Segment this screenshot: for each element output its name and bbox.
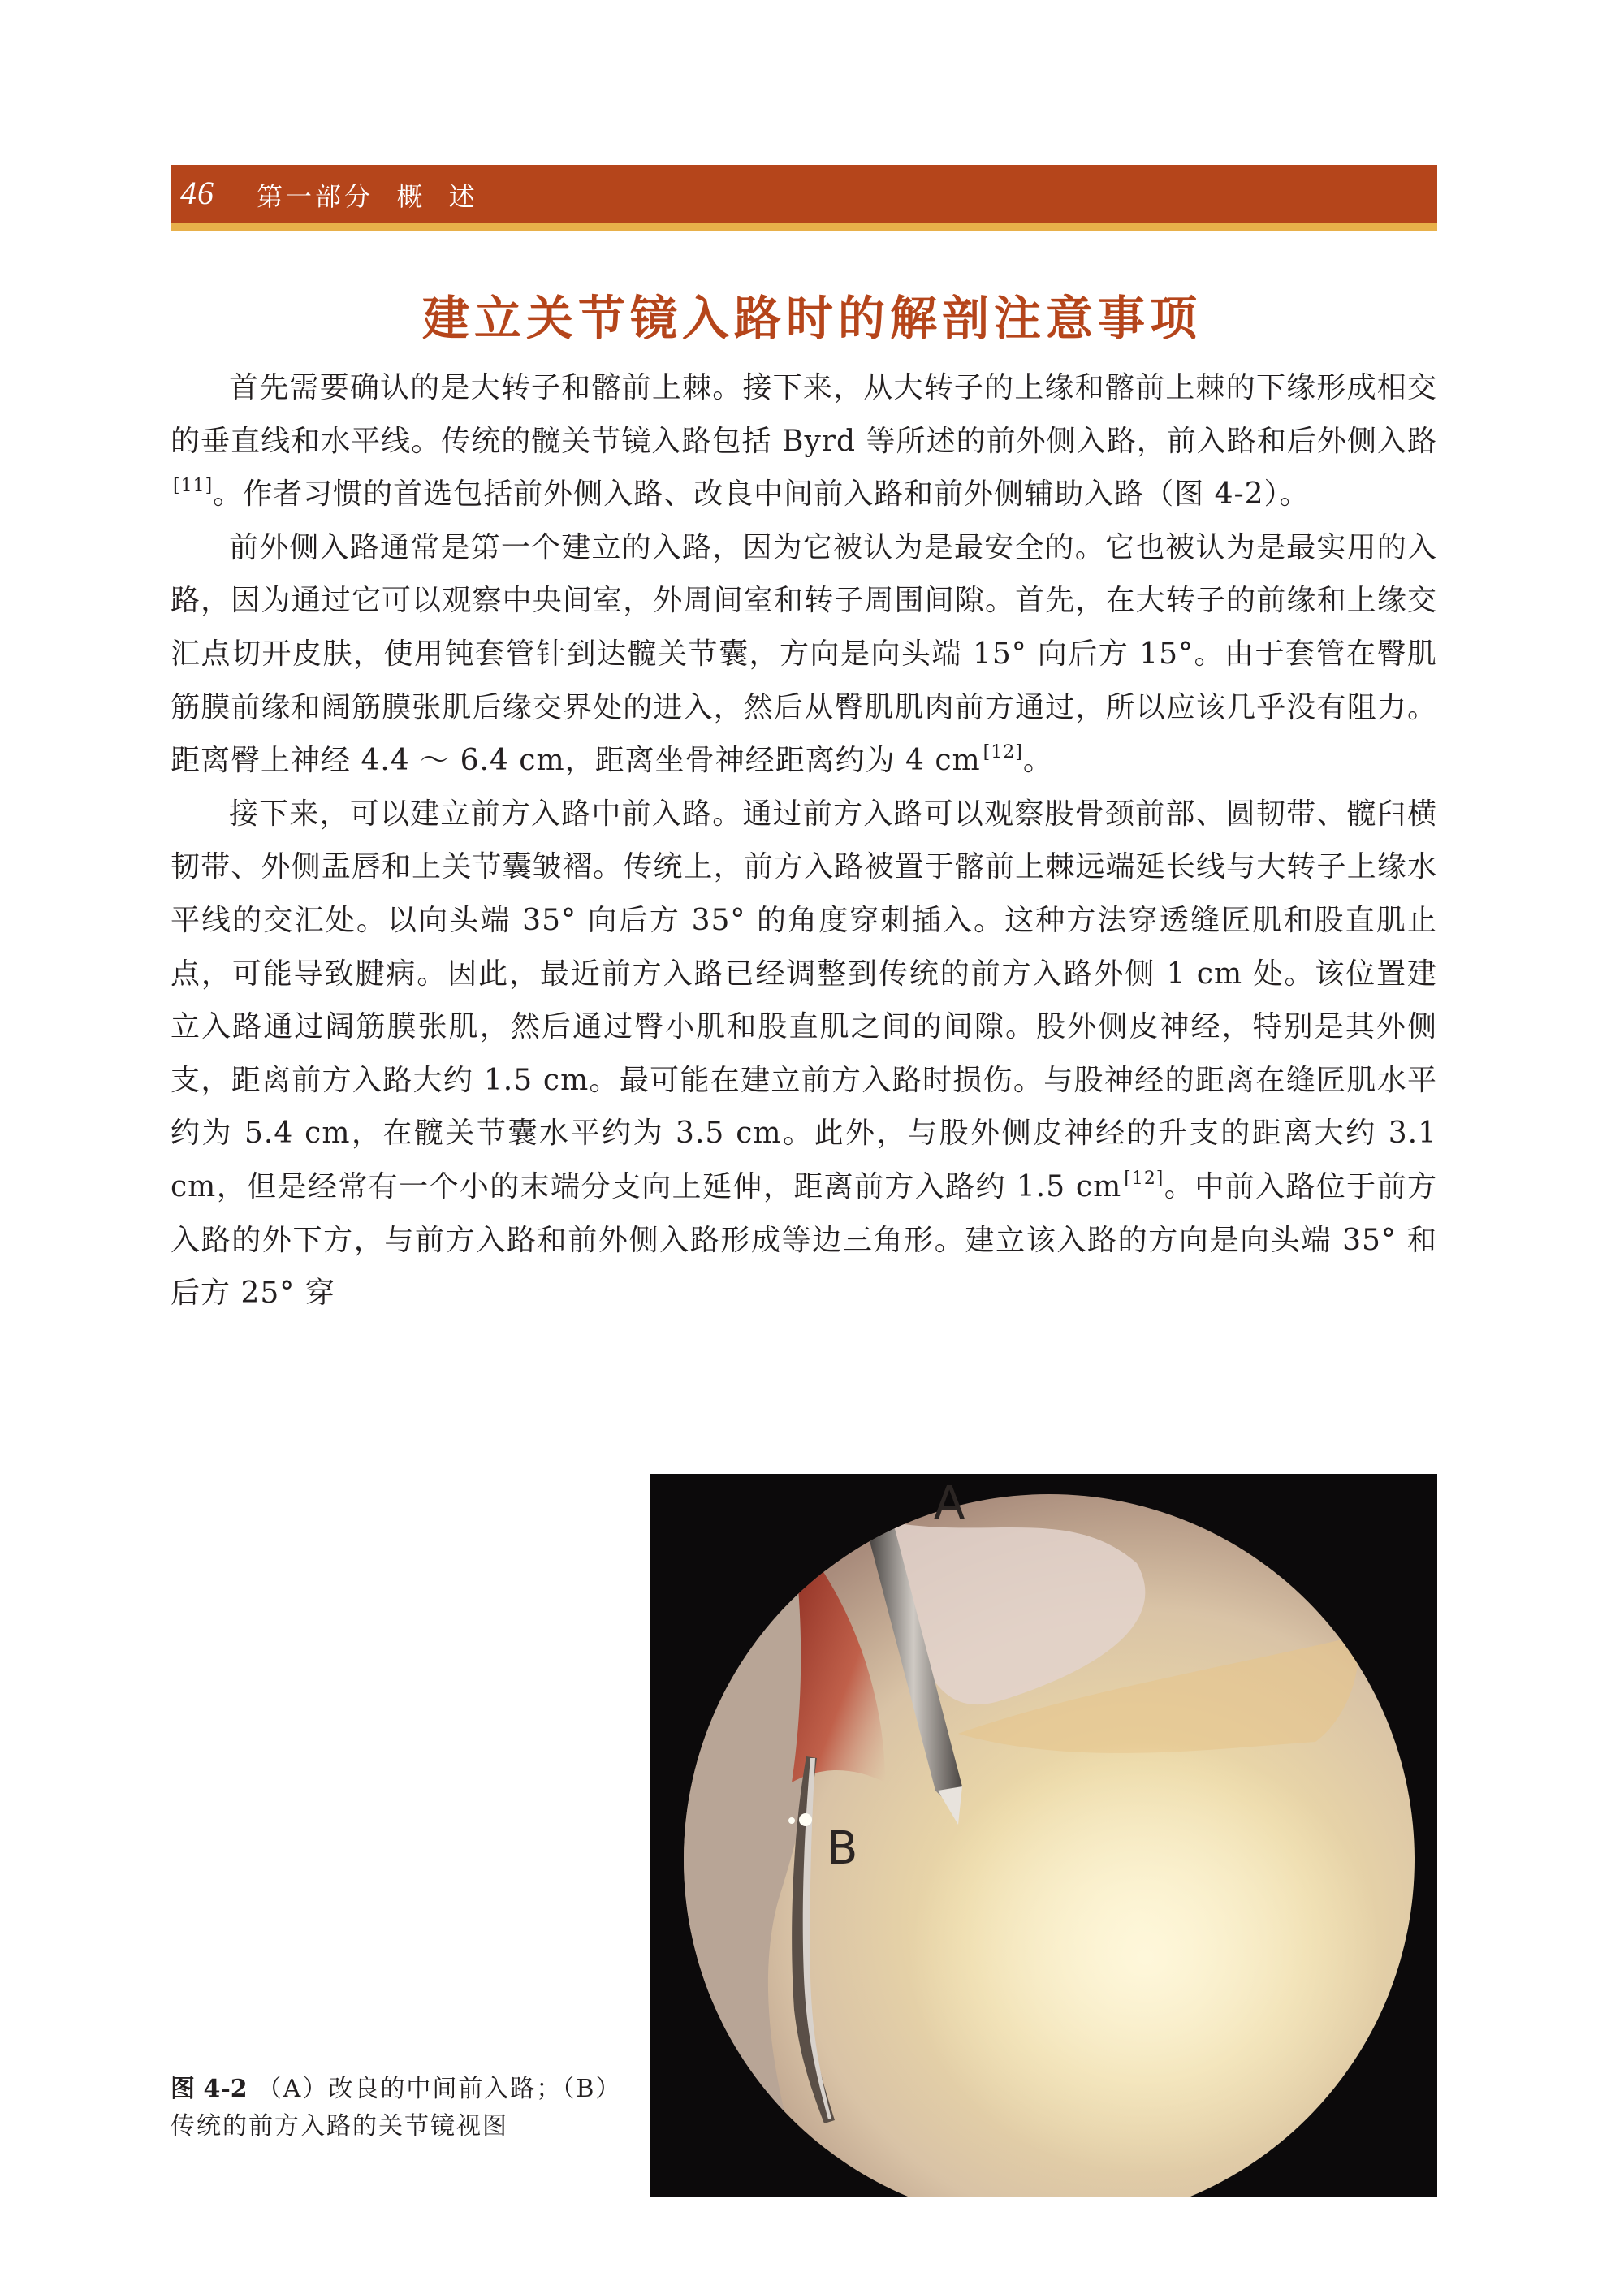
- paragraph: [171, 521, 1437, 788]
- paragraph-text: 。: [1022, 744, 1053, 778]
- section-label: 第一部分 概 述: [257, 181, 478, 212]
- page-number: 46: [180, 175, 214, 211]
- arthroscopic-figure: [650, 1474, 1437, 2197]
- citation-ref: [12]: [1124, 1168, 1164, 1189]
- citation-ref: [11]: [173, 476, 214, 497]
- label-b: B: [827, 1822, 858, 1875]
- paragraph: [171, 788, 1437, 1320]
- paragraph: [171, 361, 1437, 521]
- caption-label: 图 4-2: [171, 2075, 248, 2103]
- paragraph-text: 接下来，可以建立前方入路中前入路。通过前方入路可以观察股骨颈前部、圆韧带、髋臼横韧带、外侧盂唇和上关节囊皱褶。传统上，前方入路被置于髂前上棘远端延长线与大转子上缘水平线的交汇处。以向头端 35° 向后方 35° 的角度穿刺插入。这种方法穿透缝匠肌和股直肌止点，可能导致腱病。因此，最近前方入路已经调整到传统的前方入路外侧 1 cm 处。该位置建立入路通过阔筋膜张肌，然后通过臀小肌和股直肌之间的间隙。股外侧皮神经，特别是其外侧支，距离前方入路大约 1.5 cm。最可能在建立前方入路时损伤。与股神经的距离在缝匠肌水平约为 5.4 cm，在髋关节囊水平约为 3.5 cm。此外，与股外侧皮神经的升支的距离大约 3.1 cm，但是经常有一个小的末端分支向上延伸，距离前方入路约 1.5 cm: [171, 797, 1437, 1203]
- arthroscopy-image: [650, 1474, 1437, 2197]
- caption-text: （A）改良的中间前入路；（B）传统的前方入路的关节镜视图: [171, 2075, 622, 2141]
- paragraph-text: 。中前入路位于前方入路的外下方，与前方入路和前外侧入路形成等边三角形。建立该入路的方向是向头端 35° 和后方 25° 穿: [171, 1169, 1437, 1311]
- section-title: 建立关节镜入路时的解剖注意事项: [421, 291, 1202, 346]
- figure-caption: [171, 2071, 625, 2145]
- paragraph-text: 首先需要确认的是大转子和髂前上棘。接下来，从大转子的上缘和髂前上棘的下缘形成相交的垂直线和水平线。传统的髋关节镜入路包括 Byrd 等所述的前外侧入路，前入路和后外侧入路: [171, 371, 1437, 458]
- citation-ref: [12]: [983, 742, 1023, 763]
- body-text: [171, 361, 1437, 1320]
- running-header-rule: [171, 223, 1437, 231]
- paragraph-text: 。作者习惯的首选包括前外侧入路、改良中间前入路和前外侧辅助入路（图 4-2）。: [213, 477, 1310, 512]
- label-a: A: [934, 1477, 965, 1530]
- paragraph-text: 前外侧入路通常是第一个建立的入路，因为它被认为是最安全的。它也被认为是最实用的入路，因为通过它可以观察中央间室，外周间室和转子周围间隙。首先，在大转子的前缘和上缘交汇点切开皮肤，使用钝套管针到达髋关节囊，方向是向头端 15° 向后方 15°。由于套管在臀肌筋膜前缘和阔筋膜张肌后缘交界处的进入，然后从臀肌肌肉前方通过，所以应该几乎没有阻力。距离臀上神经 4.4 ～ 6.4 cm，距离坐骨神经距离约为 4 cm: [171, 530, 1437, 778]
